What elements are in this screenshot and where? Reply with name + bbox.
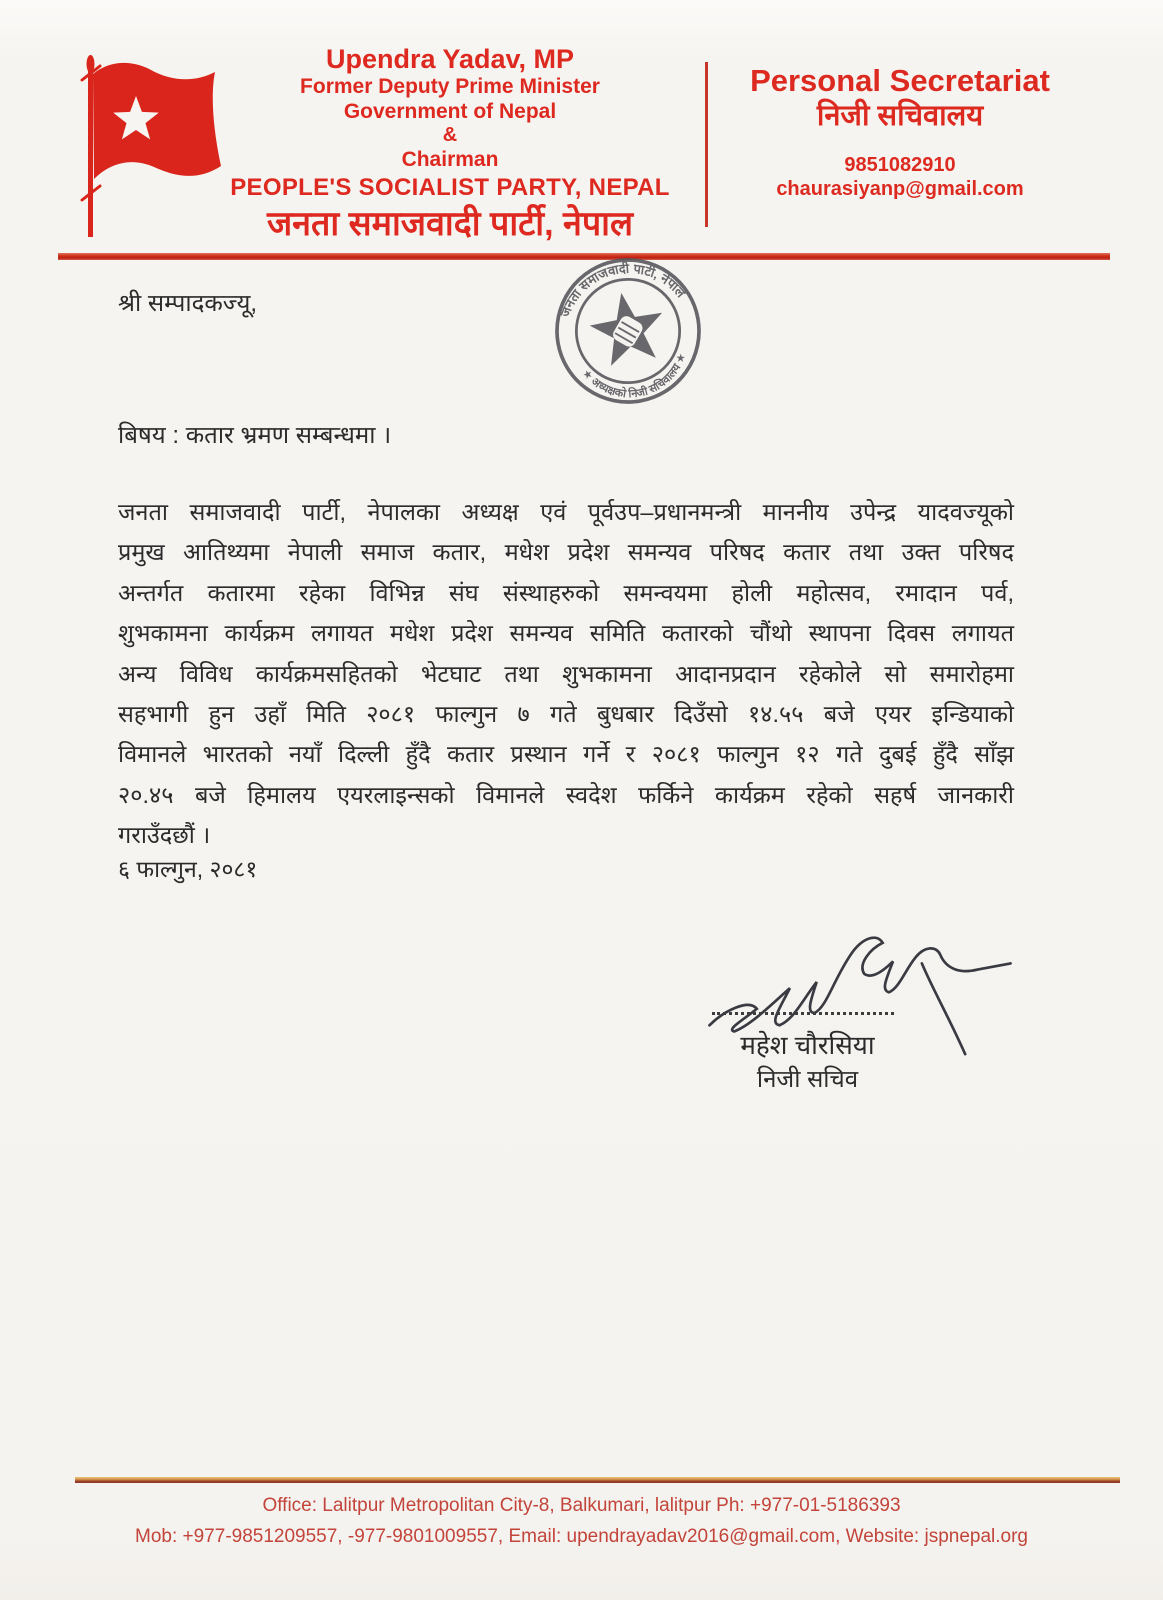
footer-rule — [75, 1477, 1120, 1483]
seal-ring-bottom-text: ★ अध्यक्षको निजी सचिवालय ★ — [579, 351, 689, 401]
sender-title-3: Chairman — [401, 148, 499, 171]
signature-dotted-line — [712, 996, 894, 1015]
party-seal-stamp — [545, 248, 711, 414]
secretariat-title-english: Personal Secretariat — [750, 63, 1050, 98]
footer-office-line: Office: Lalitpur Metropolitan City-8, Balkumari, lalitpur Ph: +977-01-5186393 — [262, 1495, 901, 1516]
letterhead-left — [150, 44, 750, 244]
signatory-title: निजी सचिव — [756, 1066, 859, 1093]
body-line: गराउँदछौं । — [118, 822, 211, 849]
seal-ring-top-text: जनता समाजवादी पार्टी, नेपाल — [557, 260, 689, 319]
body-line: २०.४५ बजे हिमालय एयरलाइन्सको विमानले स्वदेश फर्किने कार्यक्रम रहेको सहर्ष जानकारी — [118, 781, 1014, 808]
secretariat-title-nepali: निजी सचिवालय — [816, 100, 984, 132]
body-line: अन्य विविध कार्यक्रमसहितको भेटघाट तथा शुभकामना आदानप्रदान रहेकोले सो समारोहमा — [118, 660, 1014, 687]
body-line: अन्तर्गत कतारमा रहेका विभिन्न संघ संस्थाहरुको समन्वयमा होली महोत्सव, रमादान पर्व, — [118, 579, 1014, 606]
salutation: श्री सम्पादकज्यू, — [118, 290, 258, 317]
party-name-english: PEOPLE'S SOCIALIST PARTY, NEPAL — [230, 174, 670, 201]
letter-body — [118, 492, 1014, 856]
sender-name: Upendra Yadav, MP — [325, 44, 575, 74]
secretariat-email: chaurasiyanp@gmail.com — [776, 178, 1024, 200]
body-line: जनता समाजवादी पार्टी, नेपालका अध्यक्ष एवं पूर्वउप–प्रधानमन्त्री माननीय उपेन्द्र यादवज्यूको — [118, 499, 1014, 525]
header-divider-line — [705, 62, 708, 227]
footer-contact-line: Mob: +977-9851209557, -977-9801009557, Email: upendrayadav2016@gmail.com, Website: jspnepal.org — [135, 1526, 1028, 1547]
body-line: शुभकामना कार्यक्रम लगायत मधेश प्रदेश समन्यव समिति कतारको चौंथो स्थापना दिवस लगायत — [118, 620, 1014, 647]
letter-date: ६ फाल्गुन, २०८१ — [118, 856, 258, 882]
secretariat-phone: 9851082910 — [844, 154, 956, 176]
party-name-nepali: जनता समाजवादी पार्टी, नेपाल — [266, 205, 634, 243]
sender-title-1: Former Deputy Prime Minister — [300, 75, 600, 98]
signatory-name: महेश चौरसिया — [740, 1030, 875, 1060]
letterhead-right — [740, 64, 1060, 201]
subject-line: बिषय : कतार भ्रमण सम्बन्धमा । — [118, 422, 392, 449]
ampersand: & — [442, 124, 458, 146]
body-line: विमानले भारतको नयाँ दिल्ली हुँदै कतार प्रस्थान गर्ने र २०८१ फाल्गुन १२ गते दुबई हुँदै साँझ — [118, 741, 1014, 768]
body-line: सहभागी हुन उहाँ मिति २०८१ फाल्गुन ७ गते बुधबार दिउँसो १४.५५ बजे एयर इन्डियाको — [118, 701, 1014, 728]
sender-title-2: Government of Nepal — [343, 100, 557, 123]
body-line: प्रमुख आतिथ्यमा नेपाली समाज कतार, मधेश प्रदेश समन्यव परिषद कतार तथा उक्त परिषद — [118, 539, 1014, 566]
